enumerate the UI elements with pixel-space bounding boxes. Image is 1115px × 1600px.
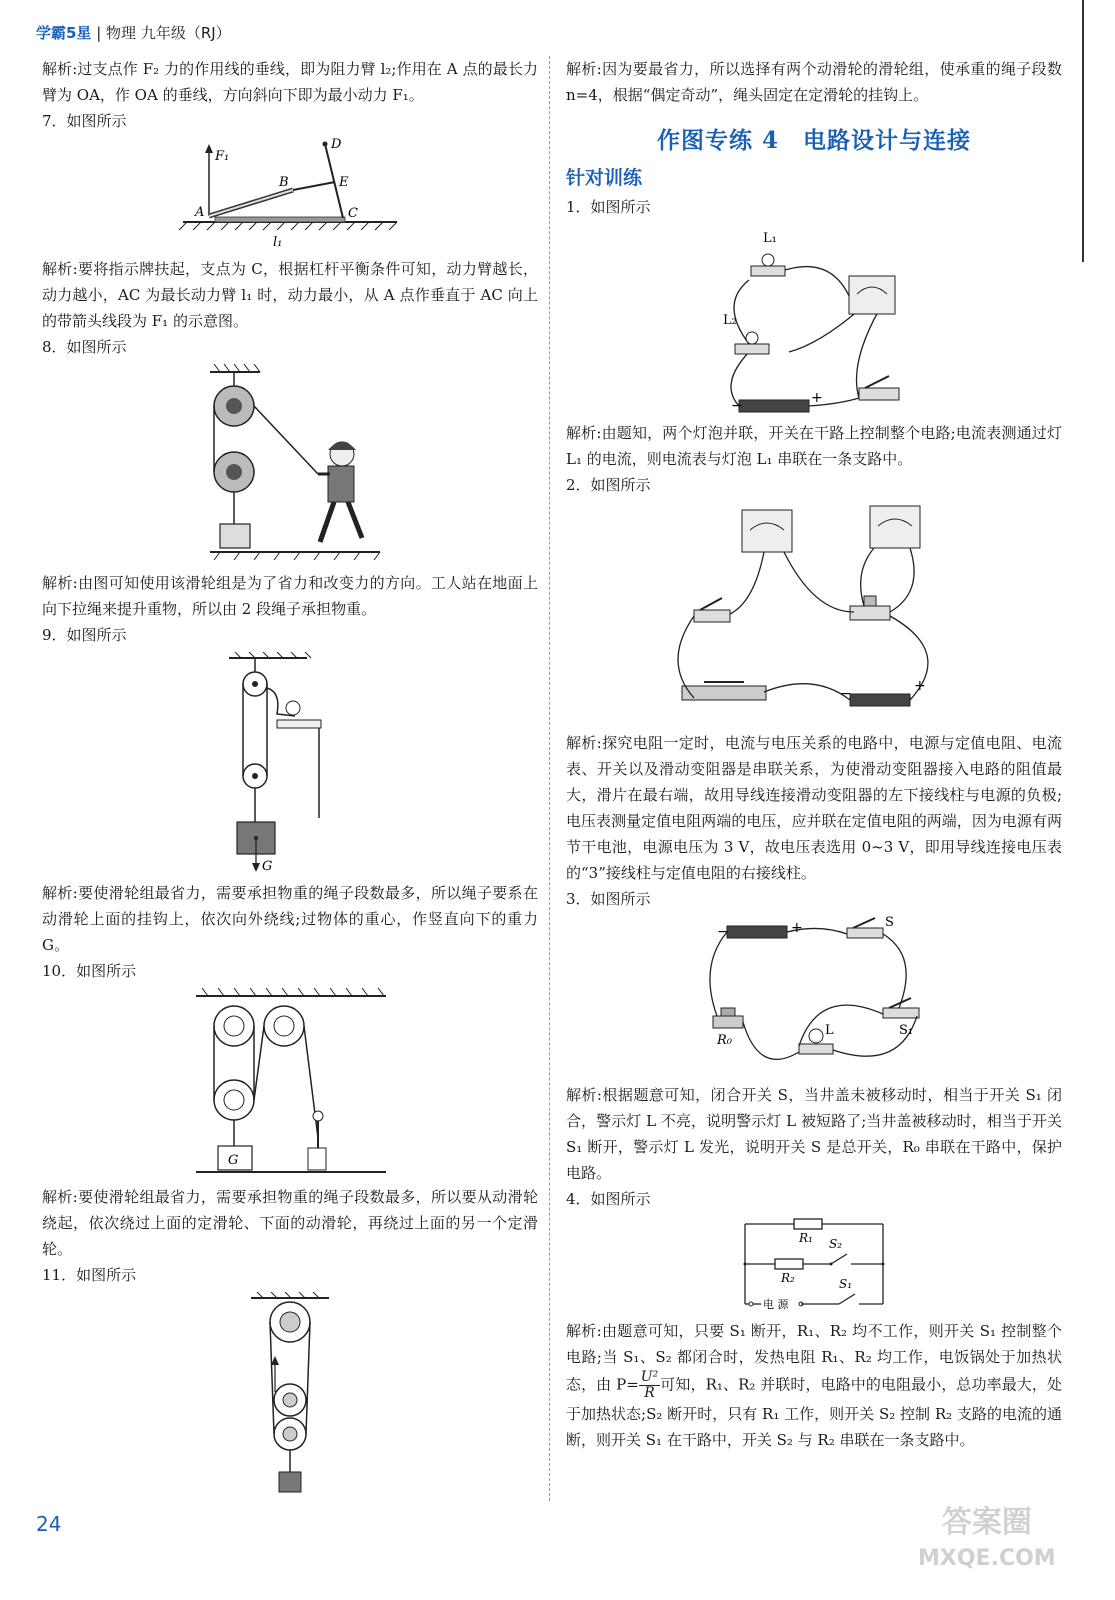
question-9: 9．如图所示 xyxy=(42,626,127,644)
label-minus: − xyxy=(731,398,743,414)
question-1: 1．如图所示 xyxy=(566,198,651,216)
page-number: 24 xyxy=(36,1512,62,1536)
right-column xyxy=(566,56,1062,1453)
analysis-4: 解析:由题意可知，只要 S₁ 断开，R₁、R₂ 均不工作，则开关 S₁ 控制整个电路;当 S₁、S₂ 都闭合时，发热电阻 R₁、R₂ 均工作，电饭锅处于加热状态，由 P= $\frac{\text{U²}}{R}$ 可知，R₁、R₂ 并联时，电路中的电阻最小，总功率最大，处于加热状态;S₂ 断开时，只有 R₁ 工作，则开关 S₂ 控制 R₂ 支路的电流的通断，则开关 S₁ 在干路中，开关 S₂ 与 R₂ 串联在一条支路中。 xyxy=(566,1322,1062,1449)
label-R2: R₂ xyxy=(781,1271,795,1285)
question-11: 11．如图所示 xyxy=(42,1266,137,1284)
label-G: G xyxy=(262,859,273,874)
grade-label: 九年级（RJ） xyxy=(140,24,231,42)
question-2: 2．如图所示 xyxy=(566,476,651,494)
label-R1: R₁ xyxy=(799,1231,813,1245)
label-minus: − xyxy=(840,686,852,702)
figure-3-circuit xyxy=(699,916,929,1076)
label-G: G xyxy=(228,1153,239,1168)
question-8: 8．如图所示 xyxy=(42,338,127,356)
label-S1: S₁ xyxy=(839,1277,853,1291)
fraction-U2-over-R: $\frac{\text{U²}}{R}$ xyxy=(640,1369,659,1401)
analysis-11: 解析:因为要最省力，所以选择有两个动滑轮的滑轮组，使承重的绳子段数 n=4，根据“偶定奇动”，绳头固定在定滑轮的挂钩上。 xyxy=(566,60,1062,104)
label-B: B xyxy=(279,175,289,190)
label-R0: R₀ xyxy=(717,1033,732,1048)
question-7: 7．如图所示 xyxy=(42,112,127,130)
label-power-source: 电 源 xyxy=(763,1298,789,1311)
question-3: 3．如图所示 xyxy=(566,890,651,908)
figure-1-circuit xyxy=(709,224,919,414)
analysis-9: 解析:要使滑轮组最省力，需要承担物重的绳子段数最多，所以绳子要系在动滑轮上面的挂钩上，依次向外绕线;过物体的重心，作竖直向下的重力 G。 xyxy=(42,884,538,954)
analysis-3: 解析:根据题意可知，闭合开关 S，当井盖未被移动时，相当于开关 S₁ 闭合，警示灯 L 不亮，说明警示灯 L 被短路了;当井盖被移动时，相当于开关 S₁ 断开，警示灯 L 发光，说明开关 S 是总开关，R₀ 串联在干路中，保护电路。 xyxy=(566,1086,1062,1182)
brand-logo: 学霸5星 xyxy=(36,24,92,42)
page-header: 学霸5星 | 物理 九年级（RJ） xyxy=(36,24,231,42)
column-divider xyxy=(549,56,550,1501)
page-edge-line xyxy=(1082,0,1084,262)
label-S1: S₁ xyxy=(899,1023,914,1038)
question-4: 4．如图所示 xyxy=(566,1190,651,1208)
analysis-1: 解析:由题知，两个灯泡并联，开关在干路上控制整个电路;电流表测通过灯 L₁ 的电流，则电流表与灯泡 L₁ 串联在一条支路中。 xyxy=(566,424,1062,468)
label-l1: l₁ xyxy=(273,235,283,250)
analysis-8: 解析:由图可知使用该滑轮组是为了省力和改变力的方向。工人站在地面上向下拉绳来提升重物，所以由 2 段绳子承担物重。 xyxy=(42,574,538,618)
label-L2: L₂ xyxy=(723,313,737,328)
section-title: 作图专练 4 电路设计与连接 xyxy=(656,127,971,154)
label-S2: S₂ xyxy=(829,1237,843,1251)
analysis-7: 解析:要将指示牌扶起，支点为 C，根据杠杆平衡条件可知，动力臂越长，动力越小，AC 为最长动力臂 l₁ 时，动力最小，从 A 点作垂直于 AC 向上的带箭头线段为 F₁ 的示意图。 xyxy=(42,260,538,330)
figure-9-pulley xyxy=(225,652,355,874)
label-A: A xyxy=(195,205,205,220)
left-column xyxy=(42,56,538,1508)
figure-11-pulley xyxy=(245,1292,335,1502)
label-plus: + xyxy=(791,920,803,936)
label-minus: − xyxy=(717,924,729,940)
section-subtitle: 针对训练 xyxy=(566,167,643,189)
label-D: D xyxy=(331,138,342,152)
label-S: S xyxy=(885,916,894,930)
figure-10-pulley xyxy=(190,988,390,1178)
question-10: 10．如图所示 xyxy=(42,962,137,980)
label-plus: + xyxy=(811,390,823,406)
subject-label: 物理 xyxy=(106,24,137,42)
figure-8-pulley-worker xyxy=(190,364,390,564)
label-L: L xyxy=(825,1023,834,1038)
label-E: E xyxy=(339,175,349,190)
watermark: 答案圈 MXQE.COM xyxy=(918,1505,1056,1571)
figure-7-lever xyxy=(165,138,415,250)
label-F1: F₁ xyxy=(215,149,230,164)
analysis-6: 解析:过支点作 F₂ 力的作用线的垂线，即为阻力臂 l₂;作用在 A 点的最长力臂为 OA，作 OA 的垂线，方向斜向下即为最小动力 F₁。 xyxy=(42,60,538,104)
figure-2-circuit xyxy=(664,502,964,724)
analysis-10: 解析:要使滑轮组最省力，需要承担物重的绳子段数最多，所以要从动滑轮绕起，依次绕过上面的定滑轮、下面的动滑轮，再绕过上面的另一个定滑轮。 xyxy=(42,1188,538,1258)
figure-4-circuit-diagram xyxy=(739,1216,889,1312)
label-C: C xyxy=(348,206,358,221)
label-L1: L₁ xyxy=(763,231,777,246)
label-plus: + xyxy=(914,678,926,694)
analysis-2: 解析:探究电阻一定时，电流与电压关系的电路中，电源与定值电阻、电流表、开关以及滑动变阻器是串联关系，为使滑动变阻器接入电路的阻值最大，滑片在最右端，故用导线连接滑动变阻器的左下接线柱与电源的负极;电压表测量定值电阻两端的电压，应并联在定值电阻的两端，因为电源有两节干电池，电源电压为 3 V，故电压表选用 0~3 V，即用导线连接电压表的“3”接线柱与定值电阻的右接线柱。 xyxy=(566,734,1062,882)
